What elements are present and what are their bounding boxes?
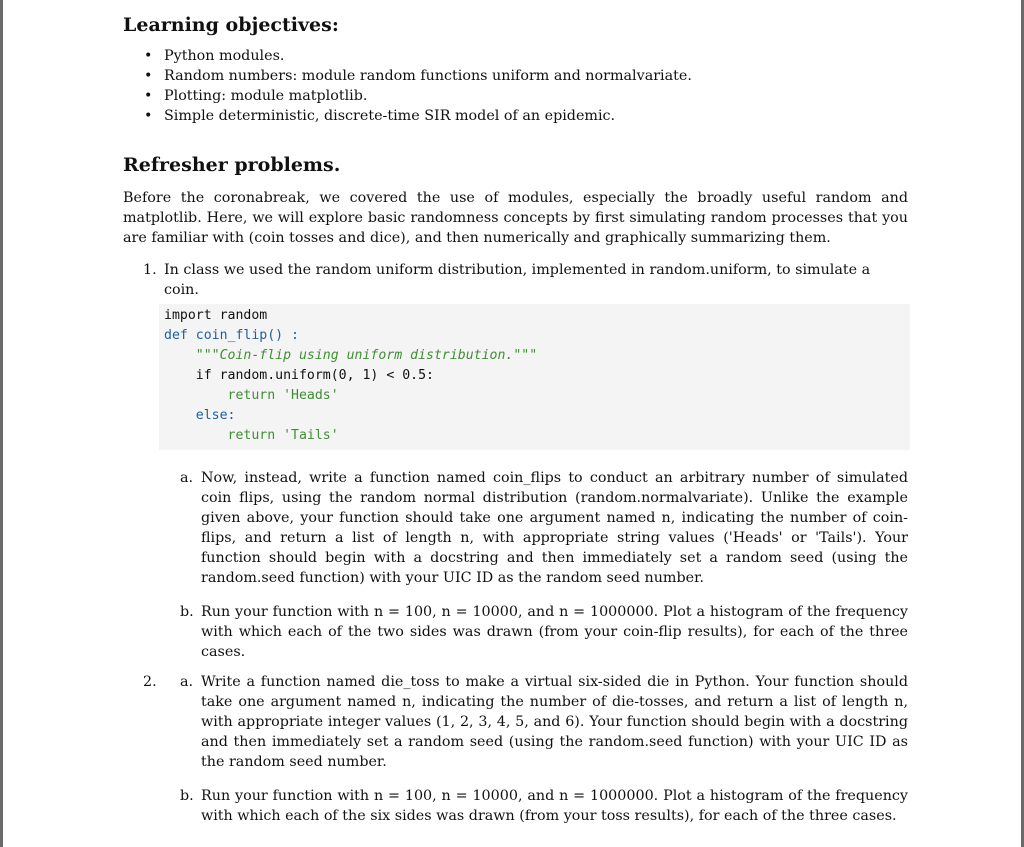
problem-2-number: 2.: [143, 674, 157, 690]
objective-item: • Python modules.: [123, 46, 908, 66]
problem-2: [123, 672, 908, 826]
objective-item: • Simple deterministic, discrete-time SIR model of an epidemic.: [123, 106, 908, 126]
problem-1b-label: b.: [180, 604, 194, 620]
document-page: [123, 12, 908, 826]
code-line: if random.uniform(0, 1) < 0.5:: [195, 368, 434, 383]
problem-2b-text: Run your function with n = 100, n = 10000, and n = 1000000. Plot a histogram of the frequency with which each of the six sides was drawn (from your toss results), for each of the three cases.: [201, 788, 908, 824]
problem-1b-text: Run your function with n = 100, n = 10000, and n = 1000000. Plot a histogram of the frequency with which each of the two sides was drawn (from your coin-flip results), for each of the three cases.: [201, 604, 908, 660]
problem-2a-text: Write a function named die_toss to make a virtual six-sided die in Python. Your function should take one argument named n, indicating the number of die-tosses, and return a list of length n, with appropriate integer values (1, 2, 3, 4, 5, and 6). Your function should begin with a docstring and then immediately set a random seed (using the random.seed function) with your UIC ID as the random seed number.: [201, 674, 908, 770]
problem-2a: [180, 672, 908, 772]
problem-1a-label: a.: [180, 470, 194, 486]
code-line: return 'Heads': [227, 388, 339, 403]
objectives-list: [123, 46, 908, 126]
problem-2b: [180, 786, 908, 826]
problem-2a-label: a.: [180, 674, 194, 690]
problem-1a: [180, 468, 908, 588]
code-line: return 'Tails': [227, 428, 339, 443]
problem-1a-text: Now, instead, write a function named coin_flips to conduct an arbitrary number of simulated coin flips, using the random normal distribution (random.normalvariate). Unlike the example given above, your function should take one argument named n, indicating the number of coin-flips, and return a list of length n, with appropriate string values ('Heads' or 'Tails'). Your function should begin with a docstring and then immediately set a random seed (using the random.seed function) with your UIC ID as the random seed number.: [201, 470, 908, 586]
code-line: import random: [164, 308, 268, 323]
objective-item: • Random numbers: module random functions uniform and normalvariate.: [123, 66, 908, 86]
problem-1b: [180, 602, 908, 662]
code-line: else:: [195, 408, 236, 423]
refresher-intro: Before the coronabreak, we covered the use of modules, especially the broadly useful random and matplotlib. Here, we will explore basic randomness concepts by first simulating random processes that you are familiar with (coin tosses and dice), and then numerically and graphically summarizing them.: [123, 190, 908, 246]
refresher-heading: Refresher problems.: [123, 154, 341, 176]
code-line: def coin_flip() :: [164, 328, 299, 343]
objectives-heading: Learning objectives:: [123, 14, 339, 36]
objective-item: • Plotting: module matplotlib.: [123, 86, 908, 106]
code-docstring: """Coin-flip using uniform distribution.""": [195, 348, 538, 363]
problem-1-text: In class we used the random uniform distribution, implemented in random.uniform, to simulate a coin.: [164, 262, 871, 298]
problem-2b-label: b.: [180, 788, 194, 804]
page-left-border: [0, 0, 3, 847]
problem-1: [123, 260, 908, 662]
problem-1-number: 1.: [143, 262, 157, 278]
code-block: [159, 304, 910, 450]
